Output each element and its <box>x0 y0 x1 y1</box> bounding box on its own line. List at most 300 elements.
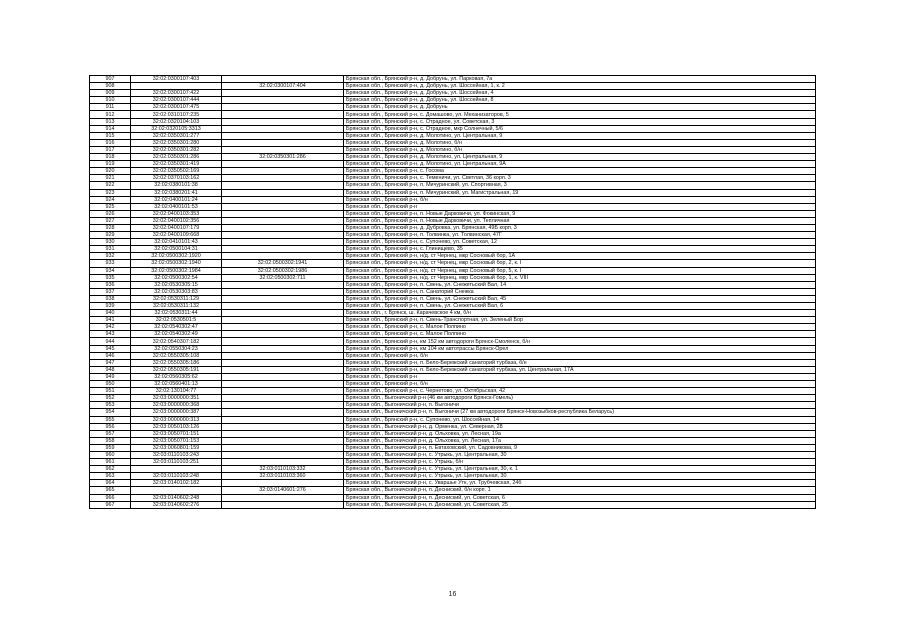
row-number-cell: 929 <box>90 232 131 239</box>
cadastral-number-cell: 32:02:0350301:419 <box>131 161 222 168</box>
cadastral-number-alt-cell <box>222 217 344 224</box>
table-row <box>90 246 816 253</box>
table-row <box>90 210 816 217</box>
cadastral-number-alt-cell <box>222 239 344 246</box>
address-cell: Брянская обл., Брянский р-н, н/д. ст Чернец, мкр Сосновый бор, 1А <box>344 253 816 260</box>
table-row <box>90 168 816 175</box>
cadastral-number-alt-cell <box>222 324 344 331</box>
cadastral-number-cell: 32:02:0500302:1920 <box>131 253 222 260</box>
cadastral-number-alt-cell <box>222 125 344 132</box>
cadastral-number-alt-cell <box>222 196 344 203</box>
cadastral-number-alt-cell: 32:02:0500302:1941 <box>222 260 344 267</box>
cadastral-number-alt-cell <box>222 210 344 217</box>
address-cell: Брянская обл., Брянский р-н, д. Добрунь, ул. Парковая, 7а <box>344 76 816 83</box>
table-row <box>90 352 816 359</box>
table-row <box>90 161 816 168</box>
address-cell: Брянская обл., Брянский р-н, б/н <box>344 381 816 388</box>
table-row <box>90 97 816 104</box>
table-row <box>90 303 816 310</box>
cadastral-number-cell: 32:03:0050701:153 <box>131 437 222 444</box>
cadastral-number-cell: 32:03:0140602:248 <box>131 494 222 501</box>
registry-table <box>89 75 816 509</box>
cadastral-number-cell: 32:02:0370103:162 <box>131 175 222 182</box>
table-row <box>90 444 816 451</box>
row-number-cell: 957 <box>90 430 131 437</box>
row-number-cell: 963 <box>90 473 131 480</box>
cadastral-number-cell: 32:02:0300107:475 <box>131 104 222 111</box>
address-cell: Брянская обл., Брянский р-н, д. Дубровка, ул. Брянская, 49Б корп. 3 <box>344 224 816 231</box>
address-cell: Брянская обл., Выгоничский р-н, с. Утрыкь, ул. Центральная, 30 <box>344 473 816 480</box>
address-cell: Брянская обл., Брянский р-н, п. Свень, ул. Снежетьский Вал, 6 <box>344 303 816 310</box>
cadastral-number-cell: 32:02:0380101:38 <box>131 182 222 189</box>
cadastral-number-alt-cell: 32:03:0110103:332 <box>222 466 344 473</box>
cadastral-number-cell: 32:02:0560305:62 <box>131 373 222 380</box>
cadastral-number-alt-cell: 32:02:0500302:711 <box>222 274 344 281</box>
row-number-cell: 937 <box>90 288 131 295</box>
row-number-cell: 953 <box>90 402 131 409</box>
row-number-cell: 965 <box>90 487 131 494</box>
address-cell: Брянская обл., Брянский р-н, с. Чернетово, ул. Октябрьская, 42 <box>344 388 816 395</box>
cadastral-number-cell: 32:03:0000000:351 <box>131 395 222 402</box>
cadastral-number-cell: 32:02:0400107:179 <box>131 224 222 231</box>
cadastral-number-cell: 32:02:0380201:41 <box>131 189 222 196</box>
table-row <box>90 118 816 125</box>
address-cell: Брянская обл., Брянский р-н, с. Отрадное, ул. Советская, 3 <box>344 118 816 125</box>
table-row <box>90 430 816 437</box>
table-row <box>90 125 816 132</box>
cadastral-number-cell: 32:02:0400109:668 <box>131 232 222 239</box>
address-cell: Брянская обл., Брянский р-н, п. Свень, ул. Снежетьский Вал, 45 <box>344 295 816 302</box>
table-row <box>90 459 816 466</box>
cadastral-number-cell: 32:02:0530311:132 <box>131 303 222 310</box>
address-cell: Брянская обл., Брянский р-н, н/д. ст Чернец, мкр Сосновый бор, 1, к. VIII <box>344 274 816 281</box>
address-cell: Брянская обл., Брянский р-н, п. Новые Дарковичи, ул. Тепличная <box>344 217 816 224</box>
cadastral-number-cell: 32:03:0000000:313 <box>131 416 222 423</box>
table-row <box>90 90 816 97</box>
table-row <box>90 359 816 366</box>
table-row <box>90 288 816 295</box>
address-cell: Брянская обл., Брянский р-н, д. Молотино, б/н <box>344 146 816 153</box>
cadastral-number-alt-cell <box>222 288 344 295</box>
row-number-cell: 936 <box>90 281 131 288</box>
cadastral-number-alt-cell <box>222 381 344 388</box>
address-cell: Брянская обл., Брянский р-н, д. Молотино, б/н <box>344 139 816 146</box>
address-cell: Брянская обл., Брянский р-н, с. Супонево, ул. Советская, 12 <box>344 239 816 246</box>
cadastral-number-alt-cell <box>222 395 344 402</box>
address-cell: Брянская обл., Выгоничский р-н, п. Выгоничи (27 км автодороги Брянск-Новозыбков-республика Беларусь) <box>344 409 816 416</box>
cadastral-number-cell: 32:03:0050701:151 <box>131 430 222 437</box>
table-row <box>90 281 816 288</box>
table-row <box>90 388 816 395</box>
table-row <box>90 111 816 118</box>
row-number-cell: 943 <box>90 331 131 338</box>
cadastral-number-alt-cell <box>222 402 344 409</box>
table-row <box>90 501 816 508</box>
address-cell: Брянская обл., Брянский р-н, п. Свень, ул. Снежетьский Вал, 14 <box>344 281 816 288</box>
address-cell: Брянская обл., Брянский р-н, с. Отрадное, мкр Солнечный, 5/6 <box>344 125 816 132</box>
cadastral-number-alt-cell <box>222 246 344 253</box>
row-number-cell: 940 <box>90 310 131 317</box>
cadastral-number-alt-cell: 32:02:0350301:286 <box>222 154 344 161</box>
cadastral-number-cell: 32:02:0530303:83 <box>131 288 222 295</box>
cadastral-number-alt-cell <box>222 366 344 373</box>
row-number-cell: 949 <box>90 373 131 380</box>
cadastral-number-alt-cell <box>222 480 344 487</box>
table-row <box>90 409 816 416</box>
row-number-cell: 921 <box>90 175 131 182</box>
cadastral-number-alt-cell <box>222 409 344 416</box>
row-number-cell: 944 <box>90 338 131 345</box>
address-cell: Брянская обл., Брянский р-н <box>344 203 816 210</box>
row-number-cell: 934 <box>90 267 131 274</box>
cadastral-number-cell: 32:02:0530311:129 <box>131 295 222 302</box>
table-row <box>90 473 816 480</box>
address-cell: Брянская обл., Выгоничский р-н, с. Утрыкь, ул. Центральная, 30, к. 1 <box>344 466 816 473</box>
row-number-cell: 918 <box>90 154 131 161</box>
address-cell: Брянская обл., Выгоничский р-н, п. Евтаховский, ул. Садовникова, 9 <box>344 444 816 451</box>
row-number-cell: 914 <box>90 125 131 132</box>
address-cell: Брянская обл., Выгоничский р-н, д. Ольховка, ул. Лесная, 17а <box>344 437 816 444</box>
table-row <box>90 76 816 83</box>
table-row <box>90 480 816 487</box>
address-cell: Брянская обл., г. Брянск, ш. Карачевское 4 км, б/н <box>344 310 816 317</box>
address-cell: Брянская обл., Брянский р-н, п. Бело-Бережский санаторий турбаза, ул. Центральная, 17А <box>344 366 816 373</box>
cadastral-number-cell: 32:02:0540302:47 <box>131 324 222 331</box>
cadastral-number-alt-cell <box>222 189 344 196</box>
table-row <box>90 175 816 182</box>
row-number-cell: 933 <box>90 260 131 267</box>
row-number-cell: 916 <box>90 139 131 146</box>
row-number-cell: 967 <box>90 501 131 508</box>
cadastral-number-cell: 32:03:0110103:251 <box>131 459 222 466</box>
cadastral-number-cell: 32:03:0000000:368 <box>131 402 222 409</box>
cadastral-number-alt-cell <box>222 338 344 345</box>
row-number-cell: 909 <box>90 90 131 97</box>
address-cell: Брянская обл., Выгоничский р-н, с. Утрыкь, ул. Центральная, 30 <box>344 451 816 458</box>
cadastral-number-alt-cell: 32:02:0500302:1986 <box>222 267 344 274</box>
cadastral-number-cell: 32:02:0320104:103 <box>131 118 222 125</box>
cadastral-number-alt-cell <box>222 90 344 97</box>
row-number-cell: 923 <box>90 189 131 196</box>
address-cell: Брянская обл., Брянский р-н, с. Малое Полпино <box>344 331 816 338</box>
row-number-cell: 935 <box>90 274 131 281</box>
row-number-cell: 927 <box>90 217 131 224</box>
cadastral-number-alt-cell <box>222 352 344 359</box>
cadastral-number-alt-cell <box>222 444 344 451</box>
row-number-cell: 966 <box>90 494 131 501</box>
cadastral-number-cell: 32:02:0530501:5 <box>131 317 222 324</box>
cadastral-number-cell: 32:03:0110103:243 <box>131 451 222 458</box>
table-row <box>90 196 816 203</box>
table-row <box>90 416 816 423</box>
cadastral-number-alt-cell <box>222 317 344 324</box>
row-number-cell: 955 <box>90 416 131 423</box>
cadastral-number-cell: 32:03:0140102:182 <box>131 480 222 487</box>
row-number-cell: 928 <box>90 224 131 231</box>
cadastral-number-alt-cell: 32:03:0110103:360 <box>222 473 344 480</box>
address-cell: Брянская обл., Брянский р-н, п. Бело-Бережский санаторий турбаза, б/н <box>344 359 816 366</box>
table-row <box>90 139 816 146</box>
row-number-cell: 908 <box>90 83 131 90</box>
cadastral-number-alt-cell <box>222 76 344 83</box>
table-row <box>90 253 816 260</box>
row-number-cell: 917 <box>90 146 131 153</box>
row-number-cell: 951 <box>90 388 131 395</box>
cadastral-number-alt-cell <box>222 295 344 302</box>
table-row <box>90 132 816 139</box>
address-cell: Брянская обл., Выгоничский р-н, п. Десниский, б/н корп. 1 <box>344 487 816 494</box>
cadastral-number-alt-cell <box>222 161 344 168</box>
cadastral-number-cell: 32:03:0060801:159 <box>131 444 222 451</box>
cadastral-number-alt-cell <box>222 416 344 423</box>
address-cell: Брянская обл., Брянский р-н, д. Добрунь, ул. Шоссейная, 8 <box>344 97 816 104</box>
row-number-cell: 962 <box>90 466 131 473</box>
address-cell: Брянская обл., Выгоничский р-н, п. Десниский, ул. Советская, 6 <box>344 494 816 501</box>
cadastral-number-alt-cell <box>222 310 344 317</box>
cadastral-number-alt-cell <box>222 139 344 146</box>
address-cell: Брянская обл., Брянский р-н, д. Добрунь, ул. Шоссейная, 4 <box>344 90 816 97</box>
table-row <box>90 451 816 458</box>
table-row <box>90 402 816 409</box>
cadastral-number-cell: 32:02:0550305:186 <box>131 359 222 366</box>
address-cell: Брянская обл., Брянский р-н, б/н <box>344 352 816 359</box>
cadastral-number-cell: 32:02:0500302:54 <box>131 274 222 281</box>
cadastral-number-alt-cell <box>222 437 344 444</box>
row-number-cell: 954 <box>90 409 131 416</box>
cadastral-number-cell: 32:02:0310107:235 <box>131 111 222 118</box>
cadastral-number-alt-cell <box>222 494 344 501</box>
address-cell: Брянская обл., Выгоничский р-н, д. Ольховка, ул. Лесная, 19а <box>344 430 816 437</box>
cadastral-number-alt-cell <box>222 232 344 239</box>
address-cell: Брянская обл., Брянский р-н, д. Добрунь <box>344 104 816 111</box>
table-row <box>90 466 816 473</box>
table-row <box>90 345 816 352</box>
row-number-cell: 947 <box>90 359 131 366</box>
table-row <box>90 182 816 189</box>
address-cell: Брянская обл., Брянский р-н, п. Мичуринский, ул. Магистральная, 19 <box>344 189 816 196</box>
row-number-cell: 924 <box>90 196 131 203</box>
cadastral-number-cell: 32:02:0550305:191 <box>131 366 222 373</box>
table-row <box>90 154 816 161</box>
address-cell: Брянская обл., Брянский р-н, с. Глинищево, 35 <box>344 246 816 253</box>
cadastral-number-cell: 32:02:0400101:24 <box>131 196 222 203</box>
row-number-cell: 932 <box>90 253 131 260</box>
row-number-cell: 945 <box>90 345 131 352</box>
table-row <box>90 423 816 430</box>
row-number-cell: 910 <box>90 97 131 104</box>
row-number-cell: 919 <box>90 161 131 168</box>
address-cell: Брянская обл., Брянский р-н, км 104 км автотрассы Брянск-Орел <box>344 345 816 352</box>
address-cell: Брянская обл., Брянский р-н, с. Малое Полпино <box>344 324 816 331</box>
cadastral-number-cell: 32:02:0500104:31 <box>131 246 222 253</box>
table-row <box>90 437 816 444</box>
address-cell: Брянская обл., Брянский р-н, с. Госома <box>344 168 816 175</box>
cadastral-number-cell: 32:03:0000000:387 <box>131 409 222 416</box>
cadastral-number-cell: 32:02:0350301:280 <box>131 139 222 146</box>
table-row <box>90 310 816 317</box>
cadastral-number-alt-cell <box>222 388 344 395</box>
cadastral-number-alt-cell <box>222 331 344 338</box>
row-number-cell: 941 <box>90 317 131 324</box>
cadastral-number-alt-cell: 32:03:0140601:276 <box>222 487 344 494</box>
address-cell: Брянская обл., Брянский р-н, п. Мичуринский, ул. Спортивная, 3 <box>344 182 816 189</box>
address-cell: Брянская обл., Брянский р-н, д. Молотино, ул. Центральная, 9 <box>344 132 816 139</box>
cadastral-number-alt-cell <box>222 253 344 260</box>
address-cell: Брянская обл., Брянский р-н, п. Санаторий Снежка <box>344 288 816 295</box>
table-row <box>90 146 816 153</box>
address-cell: Брянская обл., Брянский р-н, с. Супонево, ул. Шоссейная, 14 <box>344 416 816 423</box>
table-row <box>90 317 816 324</box>
cadastral-number-alt-cell <box>222 182 344 189</box>
table-row <box>90 189 816 196</box>
table-row <box>90 295 816 302</box>
address-cell: Брянская обл., Выгоничский р-н (46 км автодороги Брянск-Гомель) <box>344 395 816 402</box>
row-number-cell: 964 <box>90 480 131 487</box>
cadastral-number-cell <box>131 83 222 90</box>
cadastral-number-alt-cell <box>222 104 344 111</box>
table-row <box>90 232 816 239</box>
row-number-cell: 913 <box>90 118 131 125</box>
row-number-cell: 925 <box>90 203 131 210</box>
table-row <box>90 239 816 246</box>
cadastral-number-alt-cell <box>222 423 344 430</box>
address-cell: Брянская обл., Брянский р-н, д. Молотино, ул. Центральная, 9А <box>344 161 816 168</box>
cadastral-number-cell: 32:02:0300107:403 <box>131 76 222 83</box>
cadastral-number-cell: 32:02:0350502:169 <box>131 168 222 175</box>
row-number-cell: 961 <box>90 459 131 466</box>
cadastral-number-cell: 32:02:0400102:356 <box>131 217 222 224</box>
cadastral-number-cell: 32:03:0050103:126 <box>131 423 222 430</box>
row-number-cell: 938 <box>90 295 131 302</box>
address-cell: Брянская обл., Брянский р-н, н/д. ст Чернец, мкр Сосновый бор, 5, к. I <box>344 267 816 274</box>
address-cell: Брянская обл., Брянский р-н, п. Толвинка, ул. Толвинская, 47Г <box>344 232 816 239</box>
table-row <box>90 104 816 111</box>
address-cell: Брянская обл., Выгоничский р-н, с. Утрыкь, б/н <box>344 459 816 466</box>
row-number-cell: 915 <box>90 132 131 139</box>
cadastral-number-alt-cell <box>222 451 344 458</box>
cadastral-number-cell: 32:02:0530305:15 <box>131 281 222 288</box>
cadastral-number-cell: 32:02:0320105:3313 <box>131 125 222 132</box>
cadastral-number-cell: 32:02:0350301:277 <box>131 132 222 139</box>
cadastral-number-alt-cell: 32:02:0300107:404 <box>222 83 344 90</box>
registry-table-body <box>90 76 816 509</box>
row-number-cell: 959 <box>90 444 131 451</box>
address-cell: Брянская обл., Брянский р-н, б/н <box>344 196 816 203</box>
row-number-cell: 922 <box>90 182 131 189</box>
table-row <box>90 487 816 494</box>
address-cell: Брянская обл., Брянский р-н, с. Теменичи, ул. Светлая, 36 корп. 3 <box>344 175 816 182</box>
row-number-cell: 946 <box>90 352 131 359</box>
cadastral-number-cell: 32:02:0410101:43 <box>131 239 222 246</box>
cadastral-number-cell: 32:02:130104:77 <box>131 388 222 395</box>
address-cell: Брянская обл., Выгоничский р-н, п. Выгоничи <box>344 402 816 409</box>
cadastral-number-cell: 32:02:0350301:282 <box>131 146 222 153</box>
row-number-cell: 939 <box>90 303 131 310</box>
cadastral-number-cell <box>131 466 222 473</box>
cadastral-number-cell: 32:02:0530311:44 <box>131 310 222 317</box>
row-number-cell: 931 <box>90 246 131 253</box>
row-number-cell: 920 <box>90 168 131 175</box>
cadastral-number-cell: 32:02:0500302:1984 <box>131 267 222 274</box>
cadastral-number-cell: 32:02:0550304:23 <box>131 345 222 352</box>
address-cell: Брянская обл., Выгоничский р-н, д. Орменка, ул. Северная, 28 <box>344 423 816 430</box>
table-row <box>90 83 816 90</box>
address-cell: Брянская обл., Брянский р-н, км 152 км автодороги Брянск-Смоленск, б/н <box>344 338 816 345</box>
table-row <box>90 274 816 281</box>
table-row <box>90 373 816 380</box>
cadastral-number-alt-cell <box>222 303 344 310</box>
table-row <box>90 324 816 331</box>
row-number-cell: 956 <box>90 423 131 430</box>
cadastral-number-cell: 32:02:0560401:13 <box>131 381 222 388</box>
cadastral-number-alt-cell <box>222 224 344 231</box>
cadastral-number-cell: 32:02:0400103:353 <box>131 210 222 217</box>
address-cell: Брянская обл., Выгоничский р-н, п. Десниский, ул. Советская, 25 <box>344 501 816 508</box>
address-cell: Брянская обл., Брянский р-н, п. Свень-Транспортная, ул. Зеленый Бор <box>344 317 816 324</box>
cadastral-number-alt-cell <box>222 111 344 118</box>
cadastral-number-alt-cell <box>222 175 344 182</box>
cadastral-number-alt-cell <box>222 373 344 380</box>
cadastral-number-cell <box>131 487 222 494</box>
cadastral-number-alt-cell <box>222 132 344 139</box>
cadastral-number-alt-cell <box>222 359 344 366</box>
cadastral-number-alt-cell <box>222 146 344 153</box>
cadastral-number-cell: 32:02:0540302:49 <box>131 331 222 338</box>
cadastral-number-cell: 32:02:0400101:53 <box>131 203 222 210</box>
address-cell: Брянская обл., Брянский р-н <box>344 373 816 380</box>
table-row <box>90 217 816 224</box>
cadastral-number-cell: 32:02:0350301:286 <box>131 154 222 161</box>
table-row <box>90 267 816 274</box>
table-row <box>90 395 816 402</box>
row-number-cell: 911 <box>90 104 131 111</box>
cadastral-number-cell: 32:03:0110103:248 <box>131 473 222 480</box>
table-row <box>90 381 816 388</box>
address-cell: Брянская обл., Выгоничский р-н, с. Уваршье Утк, ул. Трубчевская, 24б <box>344 480 816 487</box>
table-row <box>90 260 816 267</box>
row-number-cell: 952 <box>90 395 131 402</box>
cadastral-number-alt-cell <box>222 168 344 175</box>
page-number: 16 <box>448 591 457 598</box>
cadastral-number-alt-cell <box>222 118 344 125</box>
cadastral-number-cell: 32:02:0540307:182 <box>131 338 222 345</box>
row-number-cell: 950 <box>90 381 131 388</box>
table-row <box>90 494 816 501</box>
row-number-cell: 926 <box>90 210 131 217</box>
cadastral-number-alt-cell <box>222 459 344 466</box>
row-number-cell: 958 <box>90 437 131 444</box>
address-cell: Брянская обл., Брянский р-н, н/д. ст Чернец, мкр Сосновый бор, 2, к. I <box>344 260 816 267</box>
cadastral-number-cell: 32:03:0140602:276 <box>131 501 222 508</box>
cadastral-number-alt-cell <box>222 430 344 437</box>
cadastral-number-cell: 32:02:0550305:108 <box>131 352 222 359</box>
row-number-cell: 942 <box>90 324 131 331</box>
table-row <box>90 331 816 338</box>
table-row <box>90 338 816 345</box>
table-row <box>90 224 816 231</box>
row-number-cell: 912 <box>90 111 131 118</box>
address-cell: Брянская обл., Брянский р-н, п. Новые Дарковичи, ул. Фокинская, 9 <box>344 210 816 217</box>
row-number-cell: 960 <box>90 451 131 458</box>
address-cell: Брянская обл., Брянский р-н, д. Добрунь, ул. Шоссейная, 1, к. 2 <box>344 83 816 90</box>
row-number-cell: 907 <box>90 76 131 83</box>
cadastral-number-alt-cell <box>222 203 344 210</box>
table-row <box>90 203 816 210</box>
address-cell: Брянская обл., Брянский р-н, д. Молотино, ул. Центральная, 9 <box>344 154 816 161</box>
cadastral-number-cell: 32:02:0500302:1940 <box>131 260 222 267</box>
row-number-cell: 948 <box>90 366 131 373</box>
cadastral-number-alt-cell <box>222 501 344 508</box>
